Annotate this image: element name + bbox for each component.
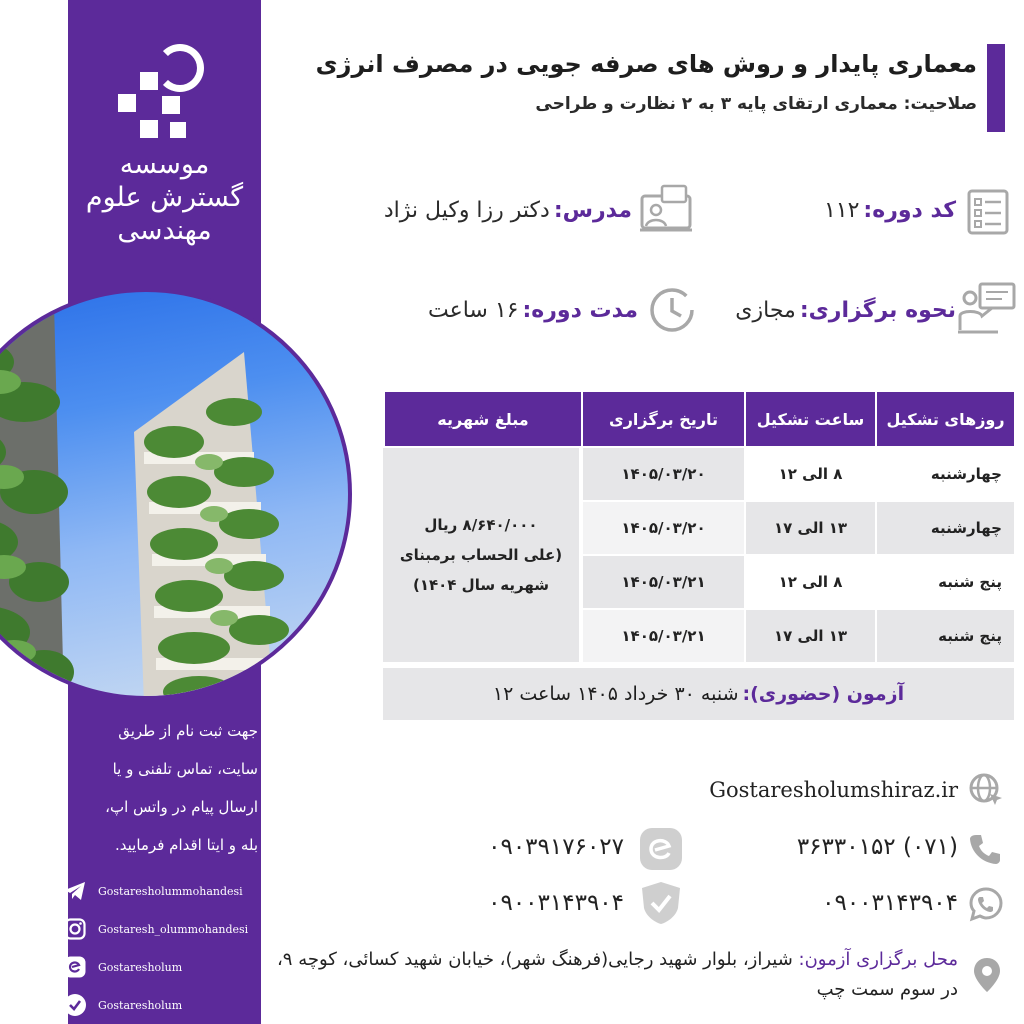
social-eitaa[interactable] [62, 948, 261, 986]
header-fee: مبلغ شهریه [385, 392, 581, 446]
table-header [383, 392, 1014, 446]
header-accent-bar [987, 44, 1005, 132]
table-row [583, 448, 1014, 500]
social-links [62, 872, 261, 1024]
eitaa-icon [62, 954, 88, 980]
telegram-handle: Gostaresholummohandesi [98, 884, 243, 898]
fee-line3: شهریه سال ۱۴۰۴) [412, 576, 550, 594]
eitaa-number[interactable]: ۰۹۰۳۹۱۷۶۰۲۷ [488, 834, 624, 860]
cell-day: پنج شنبه [877, 556, 1014, 608]
checklist-icon [966, 188, 1010, 240]
course-title: معماری پایدار و روش های صرفه جویی در مصرف انرژی [315, 50, 977, 78]
duration-value: ۱۶ ساعت [427, 298, 519, 323]
teacher [384, 198, 632, 223]
exam-value: شنبه ۳۰ خرداد ۱۴۰۵ ساعت ۱۲ [492, 683, 739, 705]
course-subtitle: صلاحیت: معماری ارتقای پایه ۳ به ۲ نظارت و طراحی [535, 94, 977, 114]
exam-address [268, 945, 958, 1005]
online-teacher-icon [640, 184, 692, 238]
institute-name-line1: موسسه [119, 149, 210, 180]
delivery-mode [735, 298, 956, 323]
course-code [824, 198, 956, 223]
eitaa-handle: Gostaresholum [98, 960, 183, 974]
cell-time: ۸ الی ۱۲ [746, 556, 875, 608]
globe-icon [968, 772, 1004, 812]
duration-label: مدت دوره: [522, 298, 638, 323]
exam-label: آزمون (حضوری): [742, 683, 905, 705]
bale-number[interactable]: ۰۹۰۰۳۱۴۳۹۰۴ [488, 890, 624, 916]
cell-date: ۱۴۰۵/۰۳/۲۱ [583, 610, 744, 662]
cell-time: ۸ الی ۱۲ [746, 448, 875, 500]
bale-icon [62, 992, 88, 1018]
registration-line3: ارسال پیام در واتس اپ، [105, 798, 258, 816]
cell-time: ۱۳ الی ۱۷ [746, 610, 875, 662]
table-row [583, 502, 1014, 554]
table-row [583, 610, 1014, 662]
social-instagram[interactable] [62, 910, 261, 948]
registration-line4: بله و ایتا اقدام فرمایید. [115, 836, 258, 854]
table-body [383, 448, 1014, 662]
teacher-value: دکتر رزا وکیل نژاد [383, 198, 550, 223]
clock-icon [648, 286, 696, 338]
telegram-icon [62, 878, 88, 904]
social-bale[interactable] [62, 986, 261, 1024]
delivery-mode-value: مجازی [735, 298, 796, 323]
building-photo [0, 288, 352, 700]
instagram-icon [62, 916, 88, 942]
course-header [300, 44, 1005, 132]
table-row [583, 556, 1014, 608]
header-days: روزهای تشکیل [877, 392, 1014, 446]
registration-text [62, 712, 258, 864]
bale-handle: Gostaresholum [98, 998, 183, 1012]
institute-name-line2: گسترش علوم [85, 182, 244, 213]
fee-line1: ۸/۶۴۰/۰۰۰ ریال [424, 516, 538, 534]
bale-contact-icon [638, 880, 684, 930]
header-date: تاریخ برگزاری [583, 392, 744, 446]
cell-date: ۱۴۰۵/۰۳/۲۰ [583, 502, 744, 554]
cell-day: پنج شنبه [877, 610, 1014, 662]
fee-line2: (علی الحساب برمبنای [399, 546, 563, 564]
cell-date: ۱۴۰۵/۰۳/۲۰ [583, 448, 744, 500]
whatsapp-icon [968, 886, 1004, 926]
schedule-table [383, 392, 1014, 662]
cell-day: چهارشنبه [877, 502, 1014, 554]
course-code-label: کد دوره: [863, 198, 956, 223]
address-value: شیراز، بلوار شهید رجایی(فرهنگ شهر)، خیابان شهید کسائی، کوچه ۹، در سوم سمت چپ [276, 949, 958, 1000]
institute-name [68, 148, 261, 247]
whatsapp-number[interactable]: ۰۹۰۰۳۱۴۳۹۰۴ [822, 890, 958, 916]
registration-line2: سایت، تماس تلفنی و یا [112, 760, 258, 778]
location-pin-icon [972, 956, 1002, 1000]
cell-date: ۱۴۰۵/۰۳/۲۱ [583, 556, 744, 608]
institute-name-line3: مهندسی [117, 215, 212, 246]
presentation-icon [958, 282, 1016, 338]
exam-row [383, 668, 1014, 720]
eitaa-contact-icon [638, 826, 684, 876]
cell-day: چهارشنبه [877, 448, 1014, 500]
vertical-forest-illustration [0, 292, 352, 700]
social-telegram[interactable] [62, 872, 261, 910]
address-label: محل برگزاری آزمون: [798, 949, 958, 970]
phone-number[interactable]: (۰۷۱) ۳۶۳۳۰۱۵۲ [796, 834, 958, 860]
duration [428, 298, 638, 323]
institute-logo [118, 44, 206, 140]
website-link[interactable]: Gostaresholumshiraz.ir [709, 778, 958, 802]
header-time: ساعت تشکیل [746, 392, 875, 446]
phone-icon [968, 832, 1002, 870]
delivery-mode-label: نحوه برگزاری: [799, 298, 956, 323]
teacher-label: مدرس: [553, 198, 632, 223]
tuition-fee [383, 448, 579, 662]
cell-time: ۱۳ الی ۱۷ [746, 502, 875, 554]
instagram-handle: Gostaresh_olummohandesi [98, 922, 249, 936]
course-code-value: ۱۱۲ [823, 198, 860, 223]
registration-line1: جهت ثبت نام از طریق [118, 722, 258, 740]
